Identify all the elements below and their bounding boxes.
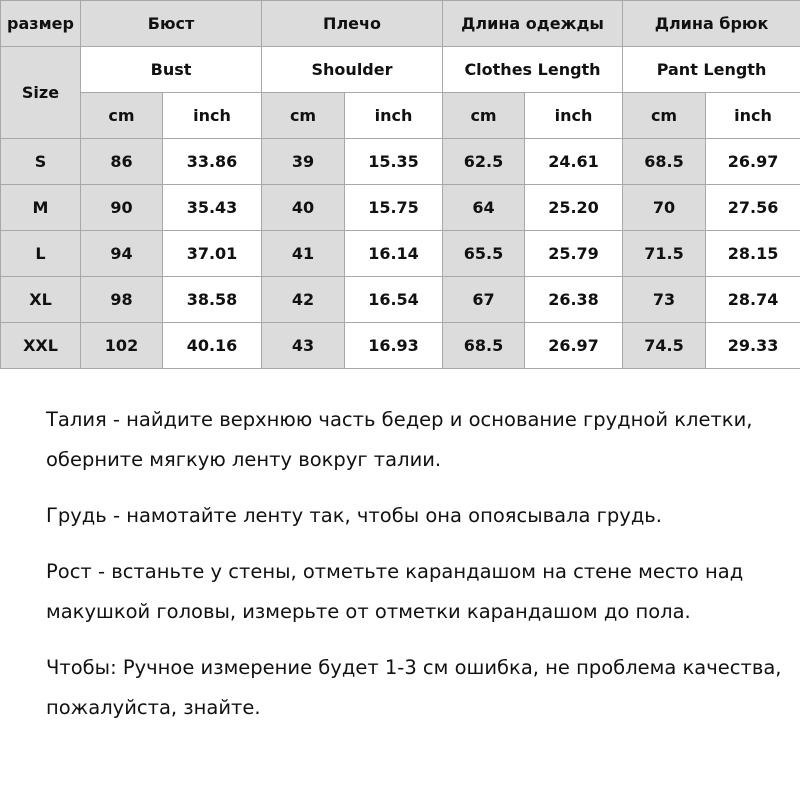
size-row [1, 277, 800, 323]
size-row [1, 185, 800, 231]
value-cell: 102 [81, 323, 163, 369]
header-bust-ru: Бюст [81, 1, 262, 47]
unit-cell: inch [163, 93, 262, 139]
value-cell: 73 [623, 277, 706, 323]
size-label-cell: XXL [1, 323, 81, 369]
value-cell: 26.38 [525, 277, 623, 323]
value-cell: 41 [262, 231, 345, 277]
header-pant-length-ru: Длина брюк [623, 1, 800, 47]
value-cell: 28.15 [706, 231, 800, 277]
size-label-cell: M [1, 185, 81, 231]
header-row-english [1, 47, 800, 93]
value-cell: 27.56 [706, 185, 800, 231]
unit-cell: cm [443, 93, 525, 139]
value-cell: 38.58 [163, 277, 262, 323]
value-cell: 74.5 [623, 323, 706, 369]
value-cell: 64 [443, 185, 525, 231]
header-shoulder-ru: Плечо [262, 1, 443, 47]
value-cell: 68.5 [443, 323, 525, 369]
value-cell: 28.74 [706, 277, 800, 323]
value-cell: 24.61 [525, 139, 623, 185]
size-row [1, 231, 800, 277]
value-cell: 98 [81, 277, 163, 323]
header-pant-length-en: Pant Length [623, 47, 800, 93]
value-cell: 37.01 [163, 231, 262, 277]
value-cell: 43 [262, 323, 345, 369]
value-cell: 90 [81, 185, 163, 231]
value-cell: 40 [262, 185, 345, 231]
value-cell: 65.5 [443, 231, 525, 277]
header-bust-en: Bust [81, 47, 262, 93]
value-cell: 25.20 [525, 185, 623, 231]
value-cell: 15.75 [345, 185, 443, 231]
value-cell: 16.14 [345, 231, 443, 277]
note-measurement-error: Чтобы: Ручное измерение будет 1-3 см ошибка, не проблема качества, пожалуйста, знайте. [46, 656, 782, 719]
unit-cell: inch [345, 93, 443, 139]
header-clothes-length-ru: Длина одежды [443, 1, 623, 47]
value-cell: 26.97 [525, 323, 623, 369]
unit-cell: inch [525, 93, 623, 139]
value-cell: 62.5 [443, 139, 525, 185]
value-cell: 35.43 [163, 185, 262, 231]
note-height: Рост - встаньте у стены, отметьте карандашом на стене место над макушкой головы, измерьте от отметки карандашом до пола. [46, 560, 744, 623]
value-cell: 67 [443, 277, 525, 323]
value-cell: 39 [262, 139, 345, 185]
note-chest: Грудь - намотайте ленту так, чтобы она опоясывала грудь. [46, 504, 662, 527]
size-label-cell: S [1, 139, 81, 185]
header-clothes-length-en: Clothes Length [443, 47, 623, 93]
unit-cell: cm [623, 93, 706, 139]
unit-cell: inch [706, 93, 800, 139]
header-row-russian [1, 1, 800, 47]
value-cell: 40.16 [163, 323, 262, 369]
size-label-cell: L [1, 231, 81, 277]
header-size-ru: размер [1, 1, 81, 47]
header-size-en: Size [1, 47, 81, 139]
value-cell: 15.35 [345, 139, 443, 185]
value-cell: 68.5 [623, 139, 706, 185]
value-cell: 25.79 [525, 231, 623, 277]
size-row [1, 323, 800, 369]
unit-cell: cm [262, 93, 345, 139]
value-cell: 71.5 [623, 231, 706, 277]
size-label-cell: XL [1, 277, 81, 323]
value-cell: 94 [81, 231, 163, 277]
value-cell: 16.54 [345, 277, 443, 323]
header-shoulder-en: Shoulder [262, 47, 443, 93]
note-waist: Талия - найдите верхнюю часть бедер и основание грудной клетки, оберните мягкую ленту вокруг талии. [46, 408, 753, 471]
measurement-notes [46, 400, 786, 728]
value-cell: 16.93 [345, 323, 443, 369]
value-cell: 70 [623, 185, 706, 231]
unit-cell: cm [81, 93, 163, 139]
value-cell: 29.33 [706, 323, 800, 369]
value-cell: 86 [81, 139, 163, 185]
size-chart-table [0, 0, 800, 369]
value-cell: 33.86 [163, 139, 262, 185]
value-cell: 42 [262, 277, 345, 323]
value-cell: 26.97 [706, 139, 800, 185]
size-row [1, 139, 800, 185]
header-row-units [1, 93, 800, 139]
